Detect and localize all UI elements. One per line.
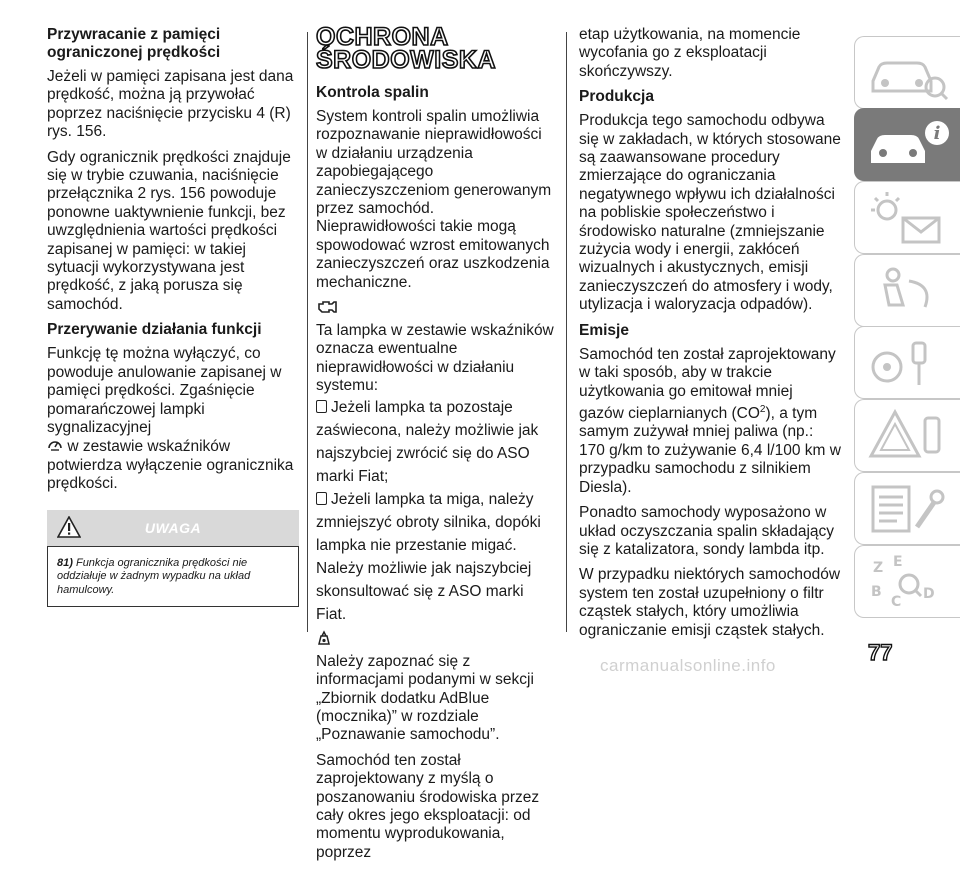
subscript-2: 2 xyxy=(759,403,766,415)
paragraph: Ta lampka w zestawie wskaźników oznacza ewentualne nieprawidłowości w działaniu systemu: xyxy=(316,322,554,395)
svg-text:C: C xyxy=(891,594,902,610)
emergency-triangle-icon xyxy=(863,406,953,466)
column-middle xyxy=(316,23,556,869)
bullet-item xyxy=(316,488,556,626)
paragraph: Należy zapoznać się z informacjami podanymi w sekcji „Zbiornik dodatku AdBlue (mocznika)” w rozdziale „Poznawanie samochodu”. xyxy=(316,652,534,744)
tab-car-glance[interactable] xyxy=(854,36,960,109)
paragraph xyxy=(47,345,299,493)
car-glance-icon xyxy=(863,43,953,103)
svg-text:Z: Z xyxy=(873,560,884,576)
tab-car-info[interactable] xyxy=(854,108,960,181)
heading-deactivation: Przerywanie działania funkcji xyxy=(47,321,262,339)
paragraph: etap użytkowania, na momencie wycofania go z eksploatacji skończywszy. xyxy=(579,26,801,80)
paragraph: Produkcja tego samochodu odbywa się w zakładach, w których stosowane są zaawansowane procedury zmierzające do ograniczania negatywnego wpływu ich działalności na pobliskie społeczeństwo i środowisko naturalne (zmniejszanie zużycia wody i energii, zakłóceń wizualnych i akustycznych, emisji zanieczyszczeń do atmosfery i wody, utylizacja i waloryzacja odpadów). xyxy=(579,112,841,314)
paragraph: Jeżeli w pamięci zapisana jest dana prędkość, można ją przywołać poprzez naciśnięcie przycisku 4 (R) rys. 156. xyxy=(47,68,294,141)
warning-text: Funkcja ogranicznika prędkości nie oddziałuje w żadnym wypadku na układ hamulcowy. xyxy=(57,556,251,596)
heading-production: Produkcja xyxy=(579,88,654,106)
svg-text:i: i xyxy=(933,123,941,144)
bullet-text: Jeżeli lampka ta miga, należy zmniejszyć obroty silnika, dopóki lampka nie przestanie migać. Należy możliwie jak najszybciej skonsultować się z ASO marki Fiat. xyxy=(316,490,541,623)
tab-emergency[interactable] xyxy=(854,399,960,472)
tab-warning-lights[interactable] xyxy=(854,181,960,254)
car-info-icon xyxy=(863,115,953,175)
paragraph-part: Samochód ten został zaprojektowany w taki sposób, aby w trakcie użytkowania go emitował mniej gazów cieplarnianych (CO xyxy=(579,345,836,423)
paragraph: Ponadto samochody wyposażono w układ oczyszczania spalin składający się z katalizatora, sondy lambda itp. xyxy=(579,504,835,558)
column-divider xyxy=(566,32,567,632)
bullet-box-icon xyxy=(316,492,327,505)
bullet-text: Jeżeli lampka ta pozostaje zaświecona, należy możliwie jak najszybciej zwrócić się do ASO marki Fiat; xyxy=(316,398,539,485)
speed-limiter-icon xyxy=(47,437,63,456)
heading-restore-speed: Przywracanie z pamięci ograniczonej prędkości xyxy=(47,26,221,61)
column-left xyxy=(47,26,299,607)
warning-number: 81) xyxy=(57,556,73,569)
warning-title: UWAGA xyxy=(144,519,202,536)
watermark: carmanualsonline.info xyxy=(600,656,776,675)
paragraph: Samochód ten został zaprojektowany z myślą o poszanowaniu środowiska przez cały okres jego eksploatacji: od momentu wyprodukowania, poprzez xyxy=(316,751,540,861)
tab-starting-driving[interactable] xyxy=(854,326,960,399)
paragraph-part: Funkcję tę można wyłączyć, co powoduje anulowanie zapisanej w pamięci prędkości. Zgaśnięcie pomarańczowej lampki sygnalizacyjnej xyxy=(47,345,282,436)
alphabetical-index-icon xyxy=(863,552,953,612)
adblue-icon xyxy=(316,630,556,651)
svg-text:B: B xyxy=(871,584,882,600)
tab-maintenance[interactable] xyxy=(854,472,960,545)
paragraph: Gdy ogranicznik prędkości znajduje się w trybie czuwania, naciśnięcie przełącznika 2 rys. 156 powoduje ponowne uaktywnienie funkcji, bez uwzględnienia wartości prędkości zapisanej w pamięci: w takiej sytuacji wykorzystywana jest prędkość, z jaką porusza się samochód. xyxy=(47,148,291,313)
paragraph: System kontroli spalin umożliwia rozpoznawanie nieprawidłowości w działaniu urządzenia zapobiegającego zanieczyszczeniom generowanym przez samochód. Nieprawidłowości takie mogą spowodować wzrost emitowanych zanieczyszczeń oraz uszkodzenia mechaniczne. xyxy=(316,108,552,291)
svg-text:D: D xyxy=(923,586,935,602)
keys-start-icon xyxy=(863,333,953,393)
bullet-item xyxy=(316,396,556,488)
wrench-maintenance-icon xyxy=(863,479,953,539)
engine-check-icon xyxy=(316,299,556,320)
paragraph-part: ), a tym samym zużywał mniej paliwa (np.: 170 g/km to zużywanie 6,4 l/100 km w przypadku samochodu z silnikiem Diesla). xyxy=(579,405,841,496)
section-title-line: OCHRONA xyxy=(316,23,449,51)
warning-lights-icon xyxy=(863,188,953,248)
warning-body xyxy=(47,546,299,608)
column-right xyxy=(579,26,841,647)
tab-safety[interactable] xyxy=(854,254,960,327)
section-title xyxy=(316,23,556,74)
section-title-line: ŚRODOWISKA xyxy=(316,46,496,74)
page-number: 77 xyxy=(868,640,893,665)
bullet-box-icon xyxy=(316,400,327,413)
heading-emissions: Emisje xyxy=(579,321,629,339)
safety-airbag-icon xyxy=(863,261,953,321)
warning-header xyxy=(47,510,299,546)
tab-technical-data[interactable] xyxy=(854,545,960,618)
paragraph: W przypadku niektórych samochodów system ten został uzupełniony o filtr cząstek stałych, który umożliwia ograniczanie emisji cząstek stałych. xyxy=(579,566,841,639)
svg-text:E: E xyxy=(893,554,903,570)
column-divider xyxy=(307,32,308,632)
heading-emission-control: Kontrola spalin xyxy=(316,84,429,101)
paragraph-part: w zestawie wskaźników potwierdza wyłączenie ogranicznika prędkości. xyxy=(47,438,294,493)
paragraph xyxy=(579,346,841,497)
